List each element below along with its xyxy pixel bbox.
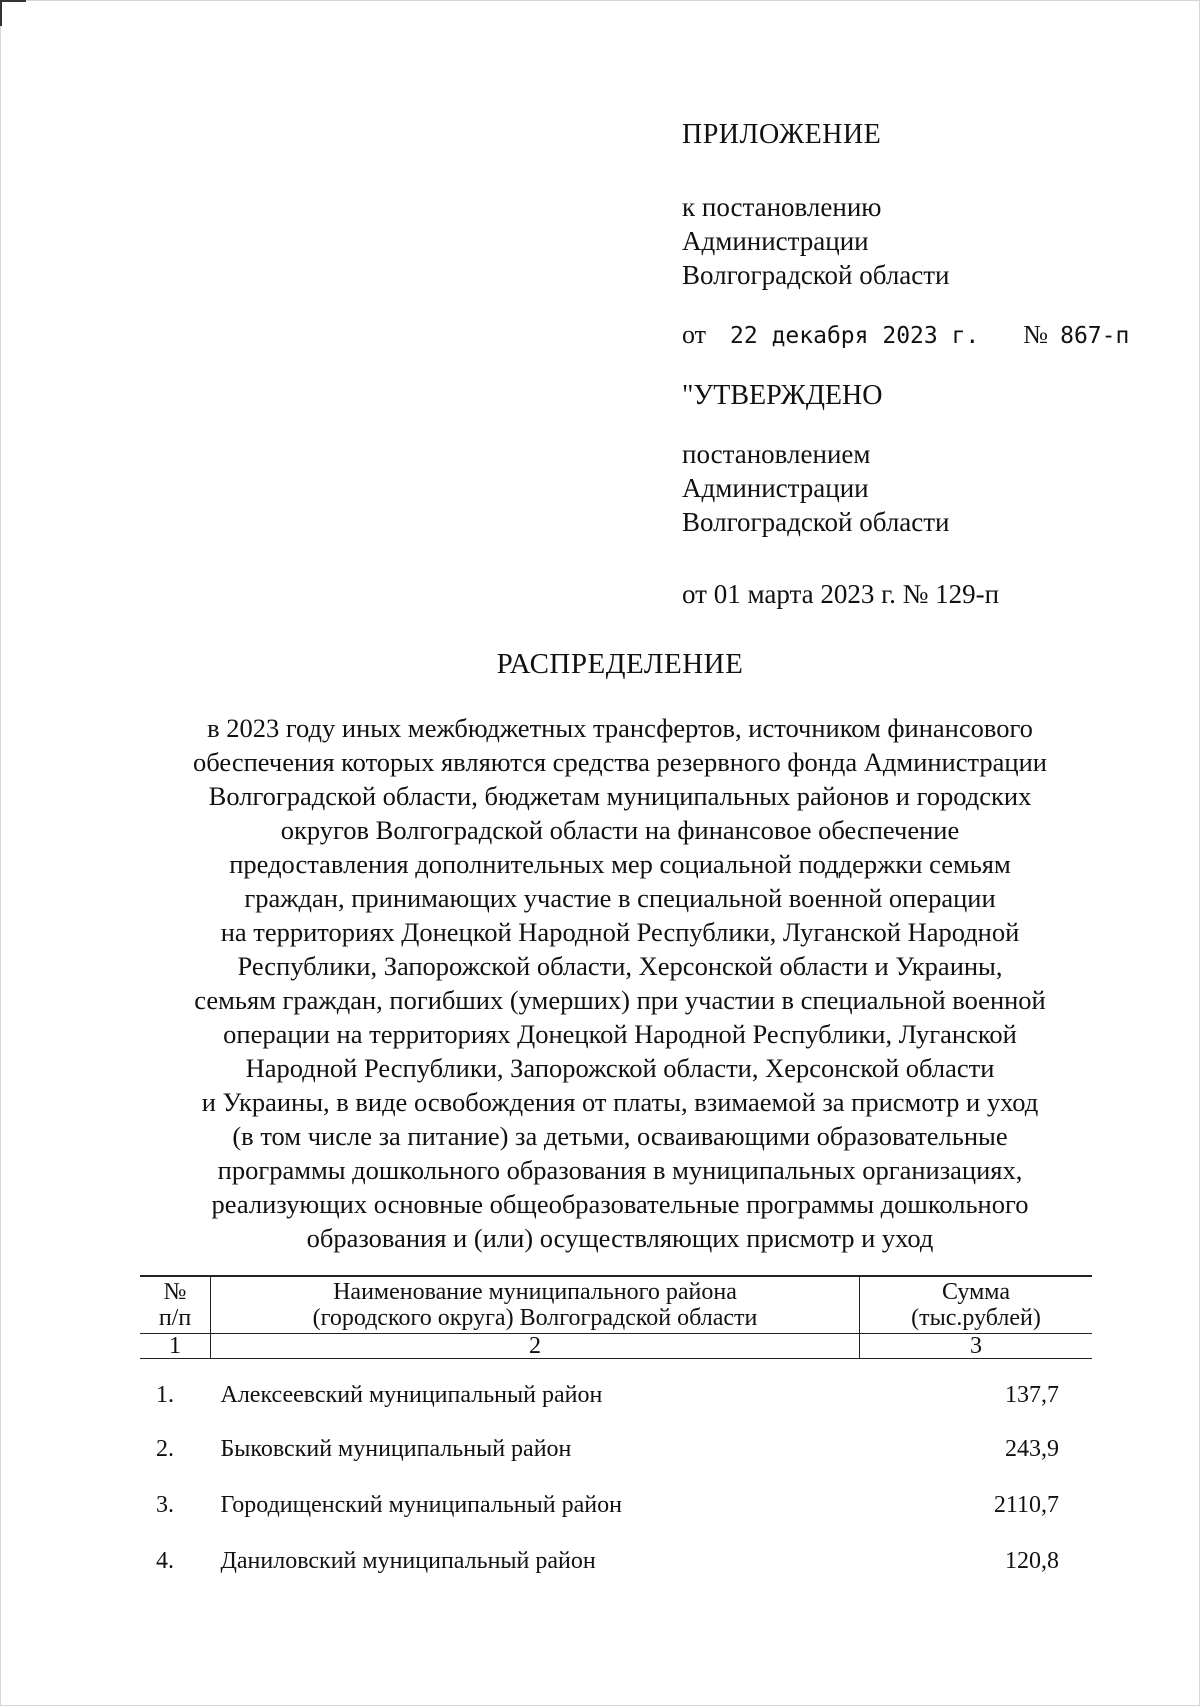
appendix-title: ПРИЛОЖЕНИЕ	[682, 119, 882, 150]
column-number: 2	[211, 1334, 860, 1359]
header-amount-line: (тыс.рублей)	[911, 1305, 1041, 1331]
amount-value: 120,8	[1005, 1547, 1059, 1574]
subtitle-line: Народной Республики, Запорожской области, Херсонской области	[245, 1053, 995, 1083]
scan-corner-mark	[0, 0, 26, 26]
header-number-line: п/п	[158, 1305, 192, 1331]
district-name: Даниловский муниципальный район	[220, 1547, 596, 1574]
column-number: 3	[860, 1334, 1093, 1359]
subtitle-line: операции на территориях Донецкой Народной Республики, Луганской	[223, 1019, 1017, 1049]
header-amount	[860, 1276, 1093, 1334]
subtitle-line: граждан, принимающих участие в специальной военной операции	[244, 883, 996, 913]
subtitle-line: обеспечения которых являются средства резервного фонда Администрации	[193, 747, 1047, 777]
table-row	[140, 1477, 1092, 1533]
subtitle-line: округов Волгоградской области на финансовое обеспечение	[280, 815, 960, 845]
header-number-line: №	[163, 1279, 187, 1305]
approved-date: от 01 марта 2023 г. № 129-п	[682, 579, 1000, 609]
header-name-line: Наименование муниципального района	[333, 1279, 737, 1305]
subtitle-line: реализующих основные общеобразовательные программы дошкольного	[211, 1189, 1029, 1219]
resolution-date: 22 декабря 2023 г.	[730, 323, 980, 349]
table-row	[140, 1421, 1092, 1477]
number-prefix: №	[1023, 320, 1049, 349]
date-prefix: от	[682, 320, 707, 349]
approved-line: постановлением	[682, 439, 871, 469]
document-subtitle	[140, 711, 1100, 1255]
district-name: Алексеевский муниципальный район	[220, 1381, 603, 1408]
document-title: РАСПРЕДЕЛЕНИЕ	[496, 648, 744, 680]
header-name-line: (городского округа) Волгоградской области	[312, 1305, 758, 1331]
distribution-table	[140, 1275, 1092, 1589]
appendix-reference	[682, 190, 1152, 292]
amount-value: 137,7	[1005, 1381, 1059, 1408]
row-number: 1.	[156, 1381, 174, 1408]
subtitle-line: предоставления дополнительных мер социальной поддержки семьям	[229, 849, 1011, 879]
approved-line: Администрации	[682, 473, 869, 503]
resolution-date-row	[682, 318, 1152, 353]
approved-label: "УТВЕРЖДЕНО	[682, 380, 883, 411]
approved-line: Волгоградской области	[682, 507, 950, 537]
subtitle-line: и Украины, в виде освобождения от платы, взимаемой за присмотр и уход	[201, 1087, 1039, 1117]
row-number: 4.	[156, 1547, 174, 1574]
approved-reference	[682, 437, 1152, 539]
header-district-name	[211, 1276, 860, 1334]
subtitle-line: (в том числе за питание) за детьми, осваивающими образовательные	[232, 1121, 1008, 1151]
amount-value: 2110,7	[993, 1491, 1059, 1518]
subtitle-line: программы дошкольного образования в муниципальных организациях,	[217, 1155, 1023, 1185]
appendix-header	[682, 118, 1152, 611]
table-row	[140, 1533, 1092, 1589]
header-amount-line: Сумма	[942, 1279, 1010, 1305]
subtitle-line: на территориях Донецкой Народной Республики, Луганской Народной	[220, 917, 1020, 947]
reference-line: Волгоградской области	[682, 260, 950, 290]
subtitle-line: семьям граждан, погибших (умерших) при участии в специальной военной	[194, 985, 1046, 1015]
column-number-row	[140, 1334, 1092, 1359]
district-name: Быковский муниципальный район	[220, 1435, 572, 1462]
district-name: Городищенский муниципальный район	[220, 1491, 622, 1518]
subtitle-line: Волгоградской области, бюджетам муниципальных районов и городских	[208, 781, 1032, 811]
row-number: 3.	[156, 1491, 174, 1518]
subtitle-line: образования и (или) осуществляющих присмотр и уход	[306, 1223, 934, 1253]
header-number	[140, 1276, 211, 1334]
reference-line: Администрации	[682, 226, 869, 256]
subtitle-line: Республики, Запорожской области, Херсонской области и Украины,	[237, 951, 1003, 981]
column-number: 1	[140, 1334, 211, 1359]
row-number: 2.	[156, 1435, 174, 1462]
table-header-row	[140, 1276, 1092, 1334]
subtitle-line: в 2023 году иных межбюджетных трансфертов, источником финансового	[207, 713, 1033, 743]
reference-line: к постановлению	[682, 192, 882, 222]
resolution-number: 867-п	[1060, 323, 1130, 349]
table-row	[140, 1359, 1092, 1422]
amount-value: 243,9	[1005, 1435, 1059, 1462]
